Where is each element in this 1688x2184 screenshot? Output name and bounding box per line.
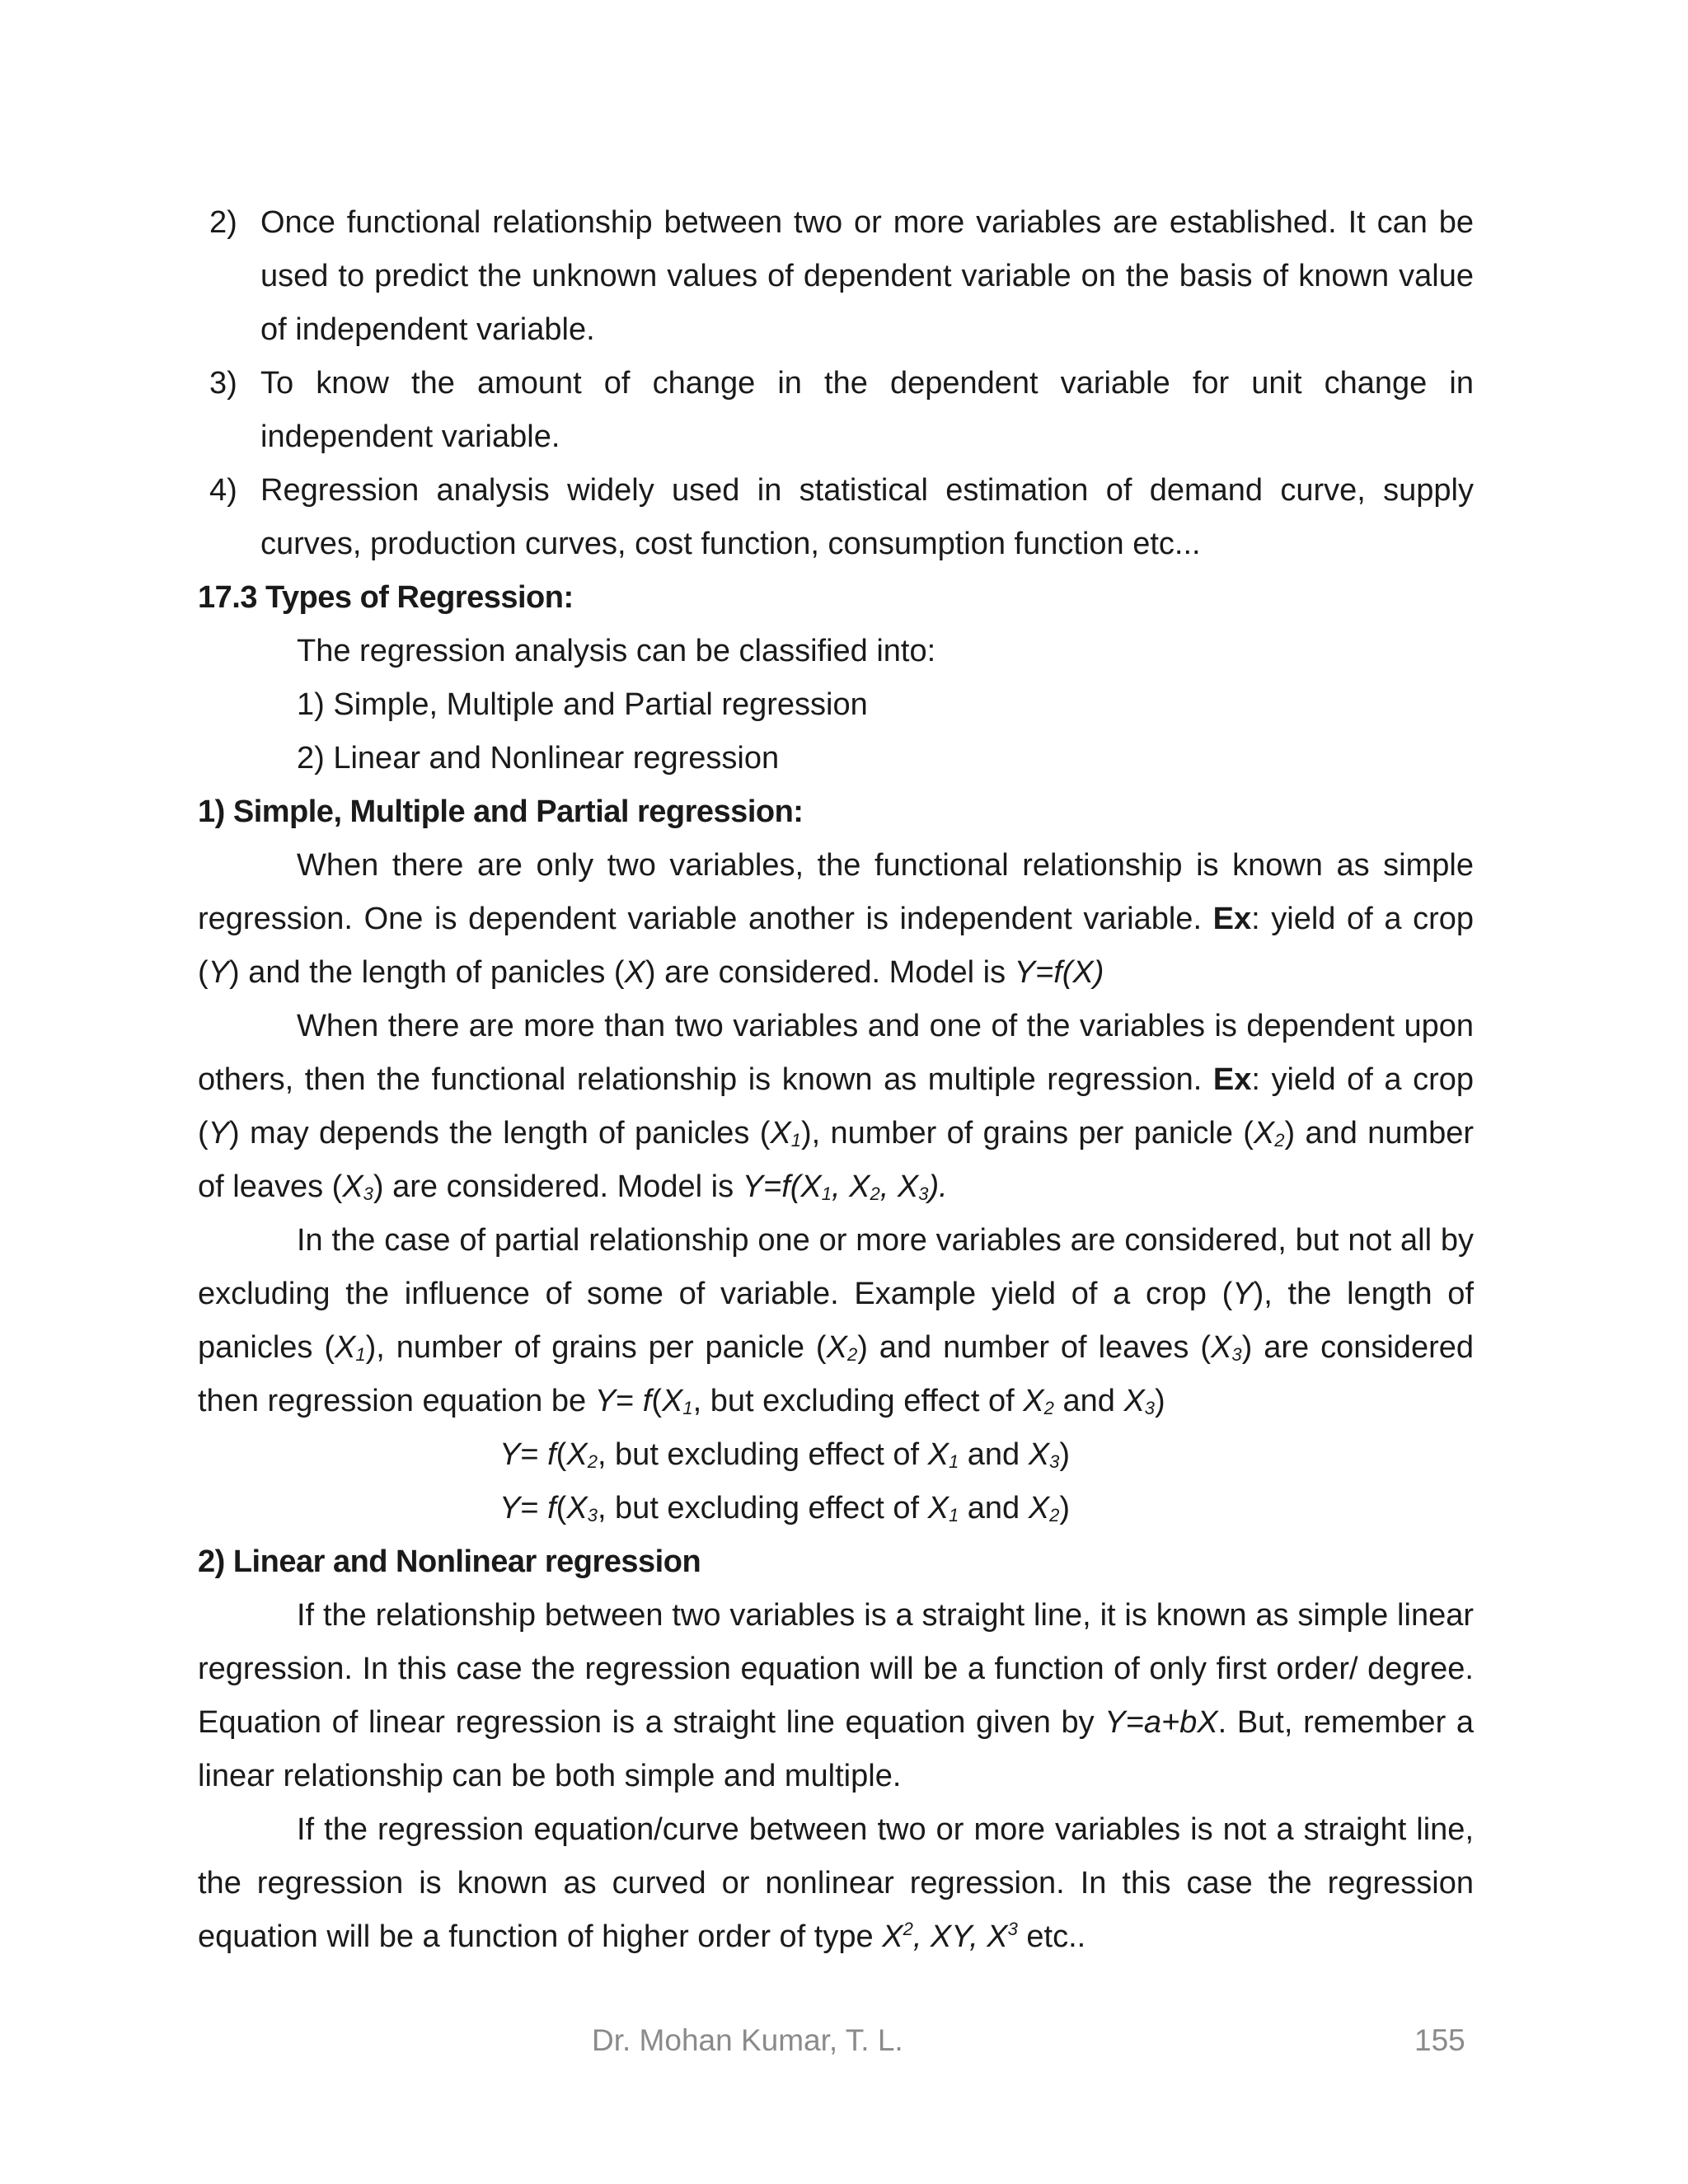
paragraph-linear-regression: If the relationship between two variables is a straight line, it is known as simple linear regression. In this case the regression equation will be a function of only first order/ degree. Equation of linear regression is a straight line equation given by Y=a+bX. But, remember a linear relationship can be both simple and multiple.	[198, 1598, 1474, 1793]
partial-equation: $Y= f(X_3$, but excluding effect of $X_1$ and $X_2$)	[499, 1491, 1071, 1526]
list-number: 4)	[209, 473, 237, 508]
paragraph-partial-regression: In the case of partial relationship one or more variables are considered, but not all by excluding the influence of some of variable. Example yield of a crop (Y), the length of panicles $(X_1)$, number of grains per panicle $(X_2)$ and number of leaves $(X_3)$ are considered then regression equation be $Y= f(X_1$, but excluding effect of $X_2$ and $X_3$)	[198, 1223, 1474, 1418]
list-number: 3)	[209, 366, 237, 401]
partial-equation: $Y= f(X_2$, but excluding effect of $X_1$ and $X_3$)	[499, 1437, 1071, 1472]
types-item: 2) Linear and Nonlinear regression	[297, 741, 780, 776]
subsection-heading-linear-nonlinear: 2) Linear and Nonlinear regression	[198, 1544, 701, 1579]
list-text: Regression analysis widely used in statistical estimation of demand curve, supply curves, production curves, cost function, consumption function etc...	[260, 473, 1474, 561]
types-intro: The regression analysis can be classified into:	[297, 634, 936, 668]
page-number: 155	[1414, 2023, 1465, 2057]
list-item	[198, 196, 1474, 357]
list-item	[198, 357, 1474, 464]
page-body	[198, 196, 1474, 1964]
list-text: To know the amount of change in the dependent variable for unit change in independent variable.	[260, 366, 1474, 454]
list-number: 2)	[209, 205, 237, 240]
footer-author: Dr. Mohan Kumar, T. L.	[592, 2023, 903, 2057]
section-heading-types: 17.3 Types of Regression:	[198, 580, 574, 615]
paragraph-nonlinear-regression: If the regression equation/curve between two or more variables is not a straight line, the regression is known as curved or nonlinear regression. In this case the regression equation will be a function of higher order of type $X^2$, XY, $X^3$ etc..	[198, 1812, 1474, 1954]
types-item: 1) Simple, Multiple and Partial regression	[297, 687, 868, 722]
paragraph-multiple-regression: When there are more than two variables and one of the variables is dependent upon others, then the functional relationship is known as multiple regression. Ex: yield of a crop (Y) may depends the length of panicles $(X_1)$, number of grains per panicle $(X_2)$ and number of leaves $(X_3)$ are considered. Model is $Y=f(X_1$, $X_2$, $X_3$).	[198, 1009, 1474, 1204]
paragraph-simple-regression: When there are only two variables, the functional relationship is known as simple regression. One is dependent variable another is independent variable. Ex: yield of a crop (Y) and the length of panicles (X) are considered. Model is Y=f(X)	[198, 848, 1475, 990]
list-text: Once functional relationship between two or more variables are established. It can be used to predict the unknown values of dependent variable on the basis of known value of independent variable.	[260, 205, 1474, 347]
list-item	[198, 464, 1474, 571]
subsection-heading-simple-multiple-partial: 1) Simple, Multiple and Partial regression:	[198, 794, 804, 829]
